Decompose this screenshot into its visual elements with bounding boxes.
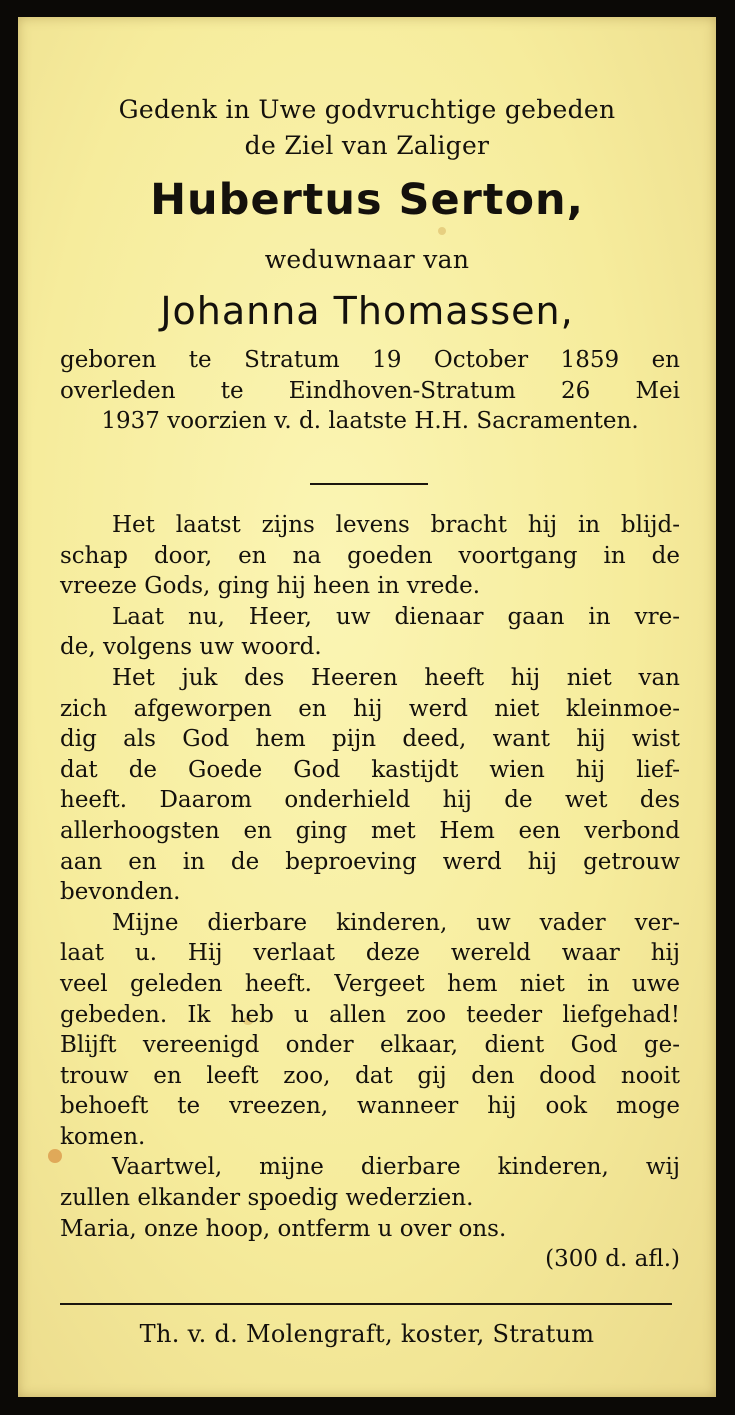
relation-line: weduwnaar van xyxy=(264,245,470,274)
body-line: de, volgens uw woord. xyxy=(60,634,322,661)
prayer-line-1: Gedenk in Uwe godvruchtige gebeden xyxy=(118,95,616,124)
body-line: aan en in de beproeving werd hij getrouw xyxy=(60,848,680,875)
body-line: zich afgeworpen en hij werd niet kleinmoe- xyxy=(60,695,680,722)
body-line: Vaartwel, mijne dierbare kinderen, wij xyxy=(112,1154,680,1181)
life-details xyxy=(60,345,680,437)
deceased-name: Hubertus Serton, xyxy=(150,175,584,225)
body-line: behoeft te vreezen, wanneer hij ook moge xyxy=(60,1093,680,1120)
body-line: vreeze Gods, ging hij heen in vrede. xyxy=(60,573,481,600)
body-line: allerhoogsten en ging met Hem een verbond xyxy=(60,817,680,844)
body-line: Maria, onze hoop, ontferm u over ons. xyxy=(60,1215,507,1242)
body-line: Laat nu, Heer, uw dienaar gaan in vre- xyxy=(112,603,680,630)
indulgence-note: (300 d. afl.) xyxy=(545,1246,680,1273)
body-line: heeft. Daarom onderhield hij de wet des xyxy=(60,787,680,814)
age-stain xyxy=(438,227,446,235)
body-line: Het laatst zijns levens bracht hij in blijd- xyxy=(112,512,680,538)
printer-credit: Th. v. d. Molengraft, koster, Stratum xyxy=(139,1320,595,1348)
prayer-line-2: de Ziel van Zaliger xyxy=(244,131,490,160)
body-line: Blijft vereenigd onder elkaar, dient God ge- xyxy=(60,1032,680,1059)
body-line: komen. xyxy=(60,1123,146,1150)
body-line: zullen elkander spoedig wederzien. xyxy=(60,1185,474,1212)
body-text xyxy=(60,510,680,1275)
detail-line: overleden te Eindhoven-Stratum 26 Mei xyxy=(60,377,680,404)
body-line: laat u. Hij verlaat deze wereld waar hij xyxy=(60,940,680,967)
body-line: Mijne dierbare kinderen, uw vader ver- xyxy=(112,909,680,936)
body-line: Het juk des Heeren heeft hij niet van xyxy=(112,664,680,691)
footer-divider xyxy=(60,1303,672,1305)
spouse-name: Johanna Thomassen, xyxy=(160,289,574,333)
body-line: gebeden. Ik heb u allen zoo teeder liefgehad! xyxy=(60,1001,680,1028)
memorial-card xyxy=(18,17,716,1397)
body-line: trouw en leeft zoo, dat gij den dood nooit xyxy=(60,1062,680,1089)
detail-line: geboren te Stratum 19 October 1859 en xyxy=(60,347,680,373)
detail-line: 1937 voorzien v. d. laatste H.H. Sacramenten. xyxy=(101,408,639,435)
body-line: schap door, en na goeden voortgang in de xyxy=(60,542,680,569)
short-divider xyxy=(310,483,428,485)
body-line: bevonden. xyxy=(60,879,181,906)
body-line: dig als God hem pijn deed, want hij wist xyxy=(60,726,680,753)
body-line: dat de Goede God kastijdt wien hij lief- xyxy=(60,756,680,783)
body-line: veel geleden heeft. Vergeet hem niet in uwe xyxy=(60,970,680,997)
